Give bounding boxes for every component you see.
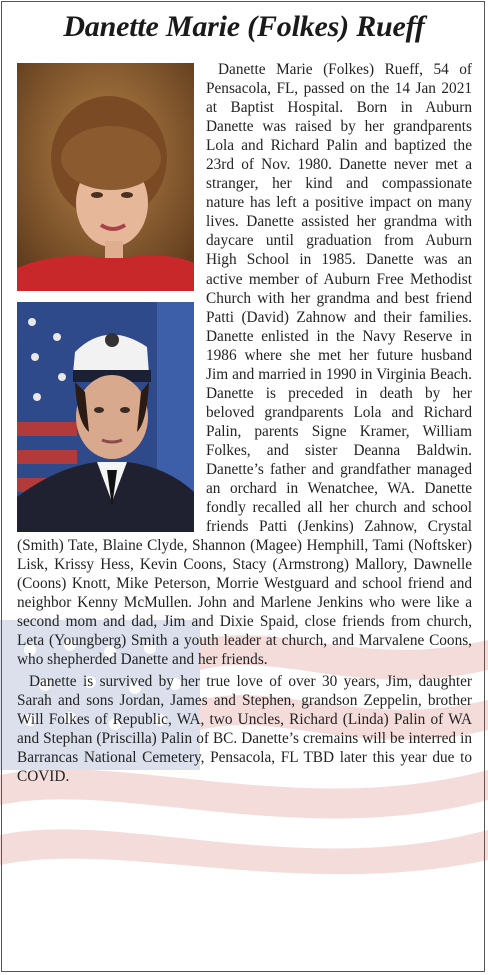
obituary-paragraph-1: Danette Marie (Folkes) Rueff, 54 of Pensacola, FL, passed on the 14 Jan 2021 at Baptist Hospital. Born in Auburn Danette was raised by her grandparents Lola and Richard Palin and baptized the 23rd of Nov. 1980. Danette never met a stranger, her kind and compassionate nature has left a positive impact on many lives. Danette assisted her grandma with daycare until graduation from Auburn High School in 1985. Danette was an active member of Auburn Free Methodist Church with her grandma and best friend Patti (David) Zahnow and their families. Danette enlisted in the Navy Reserve in 1986 where she met her future husband Jim and married in 1990 in Virginia Beach. Danette is preceded in death by her beloved grandparents Lola and Richard Palin, parents Signe Kramer, William Folkes, and sister Deanna Baldwin. Danette’s father and grandfather managed an orchard in Wenatchee, WA. Danette fondly recalled all her church and school friends Patti (Jenkins) Zahnow, Crystal (Smith) Tate, Blaine Clyde, Shannon (Magee) Hemphill, Tami (Noftsker) Lisk, Krissy Hess, Kevin Coons, Stacy (Armstrong) Mallory, Dawnelle (Coons) Knott, Mike Peterson, Morrie Westguard and school friend and neighbor Kenny McMullen. John and Marlene Jenkins who were like a second mom and dad, Jim and Dixie Spaid, close friends from church, Leta (Youngberg) Smith a youth leader at church, and Marvalene Coons, who shepherded Danette and her friends. xyxy=(17,61,472,669)
obituary-title: Danette Marie (Folkes) Rueff xyxy=(63,10,425,43)
obituary-body xyxy=(17,60,472,786)
photo-column-spacer xyxy=(17,60,206,535)
obituary-paragraph-2: Danette is survived by her true love of over 30 years, Jim, daughter Sarah and sons Jordan, James and Stephen, grandson Zeppelin, brother Will Folkes of Republic, WA, two Uncles, Richard (Linda) Palin of WA and Stephan (Priscilla) Palin of BC. Danette’s cremains will be interred in Barrancas National Cemetery, Pensacola, FL TBD later this year due to COVID. xyxy=(17,672,472,785)
